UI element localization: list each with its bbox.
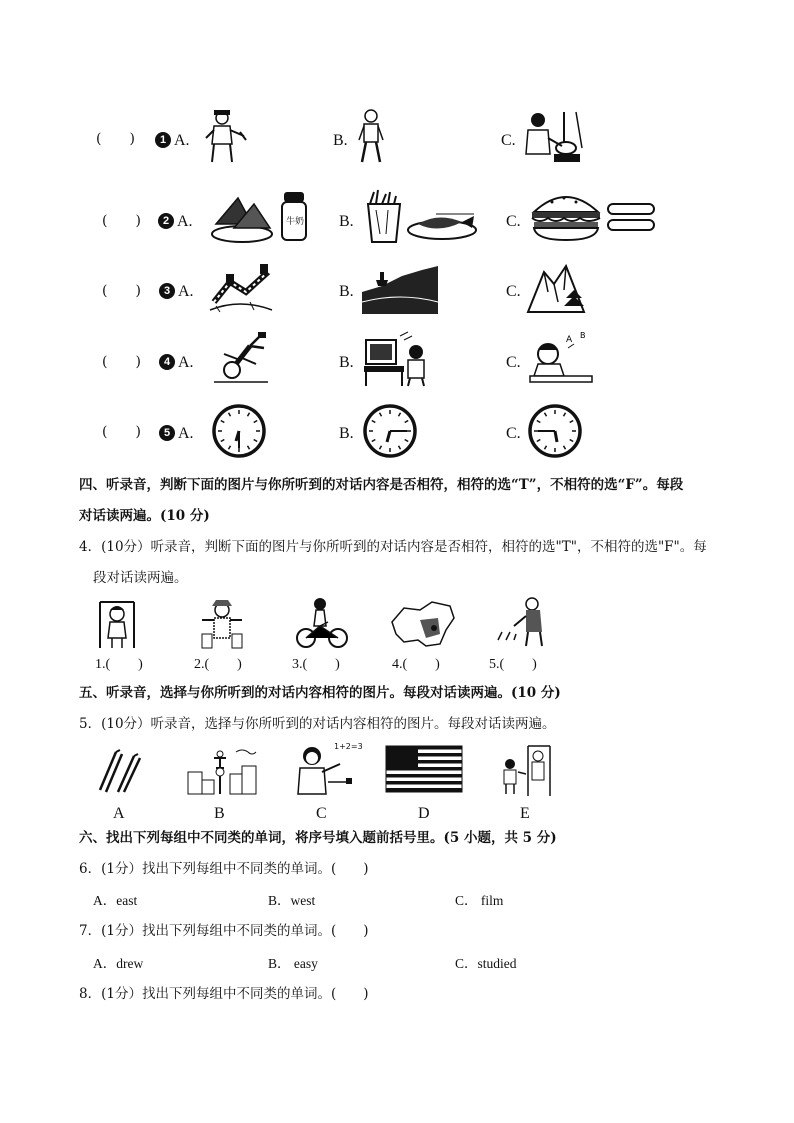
picture-label-c: C bbox=[316, 805, 327, 822]
section-heading-cont: 对话读两遍。(10 分) bbox=[79, 508, 210, 524]
picture-label-b: B bbox=[214, 805, 225, 822]
children-doorway-icon bbox=[498, 744, 552, 796]
svg-text:A: A bbox=[566, 335, 573, 345]
option-7a[interactable]: A．drew bbox=[93, 956, 144, 971]
option-a-label: A. bbox=[178, 354, 194, 371]
option-b-label: B. bbox=[333, 132, 348, 149]
option-b-label: B. bbox=[339, 213, 354, 230]
answer-paren[interactable]: ( ) bbox=[102, 283, 141, 299]
answer-slot-5[interactable]: 5.( ) bbox=[489, 657, 537, 672]
china-map-icon bbox=[390, 600, 456, 650]
question-number: 5 bbox=[159, 425, 175, 441]
option-7c[interactable]: C．studied bbox=[455, 956, 517, 971]
computer-girl-icon[interactable] bbox=[364, 330, 434, 386]
math-equation: 1+2=3 bbox=[334, 742, 363, 751]
option-a-label: A. bbox=[177, 213, 193, 230]
mountain-icon[interactable] bbox=[526, 262, 586, 314]
answer-slot-2[interactable]: 2.( ) bbox=[194, 657, 242, 672]
walking-man-icon[interactable] bbox=[356, 108, 386, 164]
question-number: 2 bbox=[158, 213, 174, 229]
boy-in-doorway-icon bbox=[96, 598, 138, 650]
option-c-label: C. bbox=[501, 132, 516, 149]
question-stem-6: 6．(1分）找出下列每组中不同类的单词。( ) bbox=[79, 861, 369, 877]
answer-slot-4[interactable]: 4.( ) bbox=[392, 657, 440, 672]
option-c-label: C. bbox=[506, 354, 521, 371]
section-heading: 五、听录音，选择与你所听到的对话内容相符的图片。每段对话读两遍。(10 分) bbox=[79, 685, 561, 701]
study-boy-icon[interactable] bbox=[528, 328, 598, 384]
clock-icon[interactable] bbox=[212, 404, 266, 458]
section-heading: 四、听录音，判断下面的图片与你所听到的对话内容是否相符，相符的选“T”，不相符的选“F”。每段 bbox=[79, 477, 684, 493]
option-c-label: C. bbox=[506, 283, 521, 300]
clock-icon[interactable] bbox=[528, 404, 582, 458]
question-stem: 5．(10分）听录音，选择与你所听到的对话内容相符的图片。每段对话读两遍。 bbox=[79, 716, 556, 732]
option-b-label: B. bbox=[339, 283, 354, 300]
answer-paren[interactable]: ( ) bbox=[102, 354, 141, 370]
option-a-label: A. bbox=[174, 132, 190, 149]
picture-label-d: D bbox=[418, 805, 430, 822]
option-a-label: A. bbox=[178, 425, 194, 442]
usa-flag-icon bbox=[386, 746, 462, 792]
girl-bicycle-icon bbox=[292, 596, 352, 650]
answer-paren[interactable]: ( ) bbox=[102, 213, 141, 229]
scarecrow-icon bbox=[196, 598, 246, 650]
section-heading: 六、找出下列每组中不同类的单词，将序号填入题前括号里。(5 小题，共 5 分) bbox=[79, 830, 557, 846]
clock-icon[interactable] bbox=[363, 404, 417, 458]
option-6b[interactable]: B．west bbox=[268, 893, 316, 908]
question-number: 1 bbox=[155, 132, 171, 148]
fries-fish-icon[interactable] bbox=[366, 190, 478, 244]
svg-text:B: B bbox=[580, 331, 586, 340]
falling-boy-icon[interactable] bbox=[210, 330, 270, 386]
answer-paren[interactable]: ( ) bbox=[96, 131, 135, 147]
option-b-label: B. bbox=[339, 354, 354, 371]
option-c-label: C. bbox=[506, 425, 521, 442]
option-6a[interactable]: A．east bbox=[93, 893, 138, 908]
great-wall-icon[interactable] bbox=[210, 262, 272, 314]
picture-label-a: A bbox=[113, 805, 125, 822]
option-a-label: A. bbox=[178, 283, 194, 300]
question-number: 4 bbox=[159, 354, 175, 370]
repairman-icon[interactable] bbox=[200, 108, 248, 164]
answer-slot-1[interactable]: 1.( ) bbox=[95, 657, 143, 672]
question-number: 3 bbox=[159, 283, 175, 299]
driver-icon[interactable] bbox=[520, 108, 584, 164]
burger-sausage-icon[interactable] bbox=[530, 188, 658, 244]
farmer-planting-icon bbox=[496, 596, 552, 650]
option-c-label: C. bbox=[506, 213, 521, 230]
city-tower-icon bbox=[186, 744, 258, 794]
answer-paren[interactable]: ( ) bbox=[102, 424, 141, 440]
option-b-label: B. bbox=[339, 425, 354, 442]
chopsticks-icon bbox=[94, 748, 144, 794]
question-stem-8: 8．(1分）找出下列每组中不同类的单词。( ) bbox=[79, 986, 369, 1002]
picture-label-e: E bbox=[520, 805, 530, 822]
option-7b[interactable]: B． easy bbox=[268, 956, 318, 971]
option-6c[interactable]: C． film bbox=[455, 893, 504, 908]
milk-label: 牛奶 bbox=[286, 217, 305, 227]
temple-hill-icon[interactable] bbox=[362, 262, 438, 314]
question-stem-7: 7．(1分）找出下列每组中不同类的单词。( ) bbox=[79, 923, 369, 939]
question-stem: 4．(10分）听录音，判断下面的图片与你所听到的对话内容是否相符，相符的选"T"，不相符的选"F"。每 bbox=[79, 539, 707, 555]
answer-slot-3[interactable]: 3.( ) bbox=[292, 657, 340, 672]
question-stem-cont: 段对话读两遍。 bbox=[93, 570, 188, 586]
